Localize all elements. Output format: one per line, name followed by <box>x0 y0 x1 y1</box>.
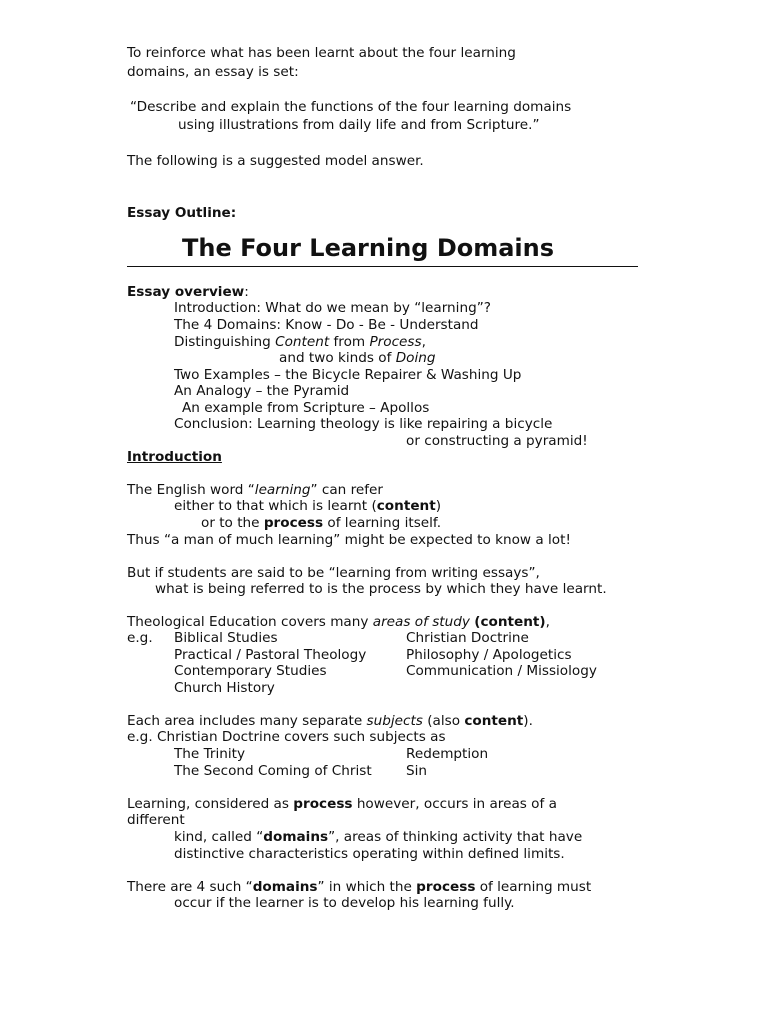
text-span: Process <box>369 334 422 350</box>
para-6-line-1 <box>127 879 591 895</box>
subjects-left-1: The Trinity <box>174 746 246 762</box>
areas-left-2: Practical / Pastoral Theology <box>174 647 367 663</box>
text-span: Learning, considered as <box>127 796 294 812</box>
areas-right-1: Christian Doctrine <box>406 630 529 646</box>
overview-item-7: Conclusion: Learning theology is like repairing a bicycle <box>174 416 553 432</box>
introduction-heading: Introduction <box>127 449 222 465</box>
para-5-line-4: distinctive characteristics operating within defined limits. <box>174 846 565 862</box>
text-span: domains <box>252 879 318 895</box>
para-1-line-1 <box>127 482 383 498</box>
eg-label: e.g. <box>127 630 153 646</box>
text-span: There are 4 such “ <box>127 879 253 895</box>
subjects-right-2: Sin <box>406 763 428 779</box>
intro-line-2: domains, an essay is set: <box>127 64 299 80</box>
text-span: subjects <box>366 713 423 729</box>
text-span: (also <box>422 713 465 729</box>
overview-colon: : <box>244 284 249 300</box>
text-span: Each area includes many separate <box>127 713 367 729</box>
overview-item-3 <box>174 334 426 350</box>
overview-item-5: An Analogy – the Pyramid <box>174 383 350 399</box>
para-1-line-4: Thus “a man of much learning” might be expected to know a lot! <box>127 532 571 548</box>
text-span: however, occurs in areas of a <box>352 796 557 812</box>
text-span: Content <box>275 334 330 350</box>
para-1-line-2 <box>174 498 441 514</box>
overview-item-7-cont: or constructing a pyramid! <box>406 433 588 449</box>
essay-question-line-1: “Describe and explain the functions of the four learning domains <box>130 99 572 115</box>
text-span: ” in which the <box>317 879 417 895</box>
overview-item-6: An example from Scripture – Apollos <box>182 400 430 416</box>
para-5-line-2: different <box>127 812 185 828</box>
text-span: of learning itself. <box>323 515 442 531</box>
overview-item-3-cont <box>279 350 436 366</box>
para-5-line-3 <box>174 829 582 845</box>
text-span: content <box>376 498 436 514</box>
areas-left-1: Biblical Studies <box>174 630 278 646</box>
text-span: content <box>464 713 524 729</box>
overview-item-4: Two Examples – the Bicycle Repairer & Washing Up <box>174 367 522 383</box>
para-2-line-1: But if students are said to be “learning from writing essays”, <box>127 565 540 581</box>
para-1-line-3 <box>201 515 441 531</box>
para-3-line-1 <box>127 614 550 630</box>
title-rule <box>127 266 638 267</box>
text-span: Distinguishing <box>174 334 276 350</box>
text-span: domains <box>263 829 329 845</box>
model-answer-note: The following is a suggested model answer. <box>127 153 424 169</box>
text-span: , <box>421 334 426 350</box>
para-2-line-2: what is being referred to is the process by which they have learnt. <box>155 581 607 597</box>
text-span: of learning must <box>475 879 592 895</box>
text-span: ” can refer <box>310 482 383 498</box>
text-span: ”, areas of thinking activity that have <box>328 829 583 845</box>
text-span: process <box>416 879 476 895</box>
text-span: , <box>545 614 550 630</box>
text-span: Theological Education covers many <box>127 614 373 630</box>
areas-right-3: Communication / Missiology <box>406 663 597 679</box>
areas-left-3: Contemporary Studies <box>174 663 327 679</box>
overview-heading <box>127 284 249 300</box>
para-5-line-1 <box>127 796 557 812</box>
overview-label: Essay overview <box>127 284 245 300</box>
overview-item-1: Introduction: What do we mean by “learning”? <box>174 300 491 316</box>
para-4-line-1 <box>127 713 533 729</box>
intro-line-1: To reinforce what has been learnt about the four learning <box>127 45 516 61</box>
outline-heading: Essay Outline: <box>127 205 237 221</box>
text-span: process <box>293 796 353 812</box>
text-span: ). <box>523 713 533 729</box>
text-span: and two kinds of <box>279 350 396 366</box>
essay-question-line-2: using illustrations from daily life and from Scripture.” <box>178 117 540 133</box>
text-span: or to the <box>201 515 264 531</box>
text-span: areas of study <box>372 614 470 630</box>
text-span: (content) <box>474 614 546 630</box>
text-span: process <box>263 515 324 531</box>
areas-right-2: Philosophy / Apologetics <box>406 647 572 663</box>
text-span: kind, called “ <box>174 829 264 845</box>
page-title: The Four Learning Domains <box>182 234 555 262</box>
text-span: from <box>329 334 370 350</box>
areas-left-4: Church History <box>174 680 275 696</box>
text-span: ) <box>435 498 442 514</box>
text-span: The English word “ <box>127 482 255 498</box>
text-span: Doing <box>395 350 436 366</box>
para-4-line-2: e.g. Christian Doctrine covers such subjects as <box>127 729 446 745</box>
subjects-left-2: The Second Coming of Christ <box>174 763 372 779</box>
text-span: learning <box>254 482 311 498</box>
overview-item-2: The 4 Domains: Know - Do - Be - Understand <box>174 317 479 333</box>
text-span: either to that which is learnt ( <box>174 498 377 514</box>
para-6-line-2: occur if the learner is to develop his learning fully. <box>174 895 515 911</box>
subjects-right-1: Redemption <box>406 746 489 762</box>
